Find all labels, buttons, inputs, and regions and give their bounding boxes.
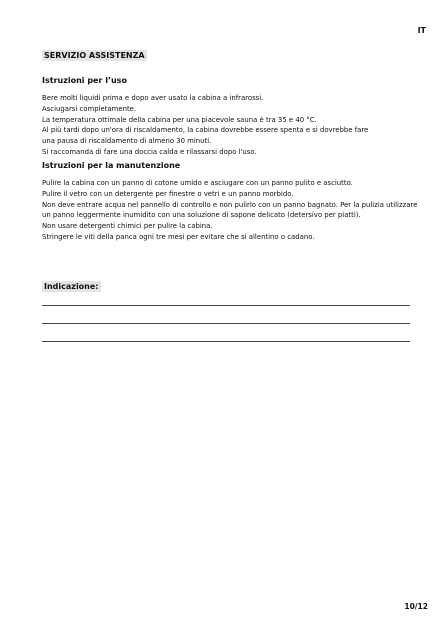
text-line: Non deve entrare acqua nel pannello di controllo e non pulirlo con un panno bagnato. Per la pulizia utilizzare — [42, 200, 418, 209]
maintenance-instructions-section — [42, 160, 432, 243]
notes-label: Indicazione: — [44, 282, 99, 291]
text-line: Pulire il vetro con un detergente per finestre o vetri e un panno morbido. — [42, 189, 294, 198]
text-line: Non usare detergenti chimici per pulire la cabina. — [42, 222, 213, 231]
maintenance-instructions-text — [42, 178, 432, 243]
text-line: La temperatura ottimale della cabina per una piacevole sauna è tra 35 e 40 °C. — [42, 115, 317, 124]
text-line: Stringere le viti della panca ogni tre mesi per evitare che si allentino o cadano. — [42, 232, 315, 241]
page-title: SERVIZIO ASSISTENZA — [44, 51, 145, 60]
usage-instructions-section — [42, 75, 432, 158]
text-line: Bere molti liquidi prima e dopo aver usato la cabina a infrarossi. — [42, 94, 264, 102]
usage-instructions-title: Istruzioni per l’uso — [42, 76, 127, 85]
text-line: una pausa di riscaldamento di almeno 30 minuti. — [42, 137, 212, 146]
page-number: 10/12 — [404, 602, 428, 611]
text-line: Si raccomanda di fare una doccia calda e rilassarsi dopo l'uso. — [42, 147, 257, 156]
usage-instructions-text — [42, 93, 432, 158]
text-line: un panno leggermente inumidito con una soluzione di sapone delicato (detersivo per piatti). — [42, 211, 361, 220]
text-line: Asciugarsi completamente. — [42, 104, 137, 113]
notes-line — [42, 323, 410, 324]
notes-line — [42, 341, 410, 342]
text-line: Pulire la cabina con un panno di cotone umido e asciugare con un panno pulito e asciutto. — [42, 179, 353, 187]
language-code: IT — [417, 26, 426, 35]
maintenance-instructions-title: Istruzioni per la manutenzione — [42, 161, 181, 170]
text-line: Al più tardi dopo un'ora di riscaldamento, la cabina dovrebbe essere spenta e si dovrebbe fare — [42, 126, 369, 135]
notes-line — [42, 305, 410, 306]
